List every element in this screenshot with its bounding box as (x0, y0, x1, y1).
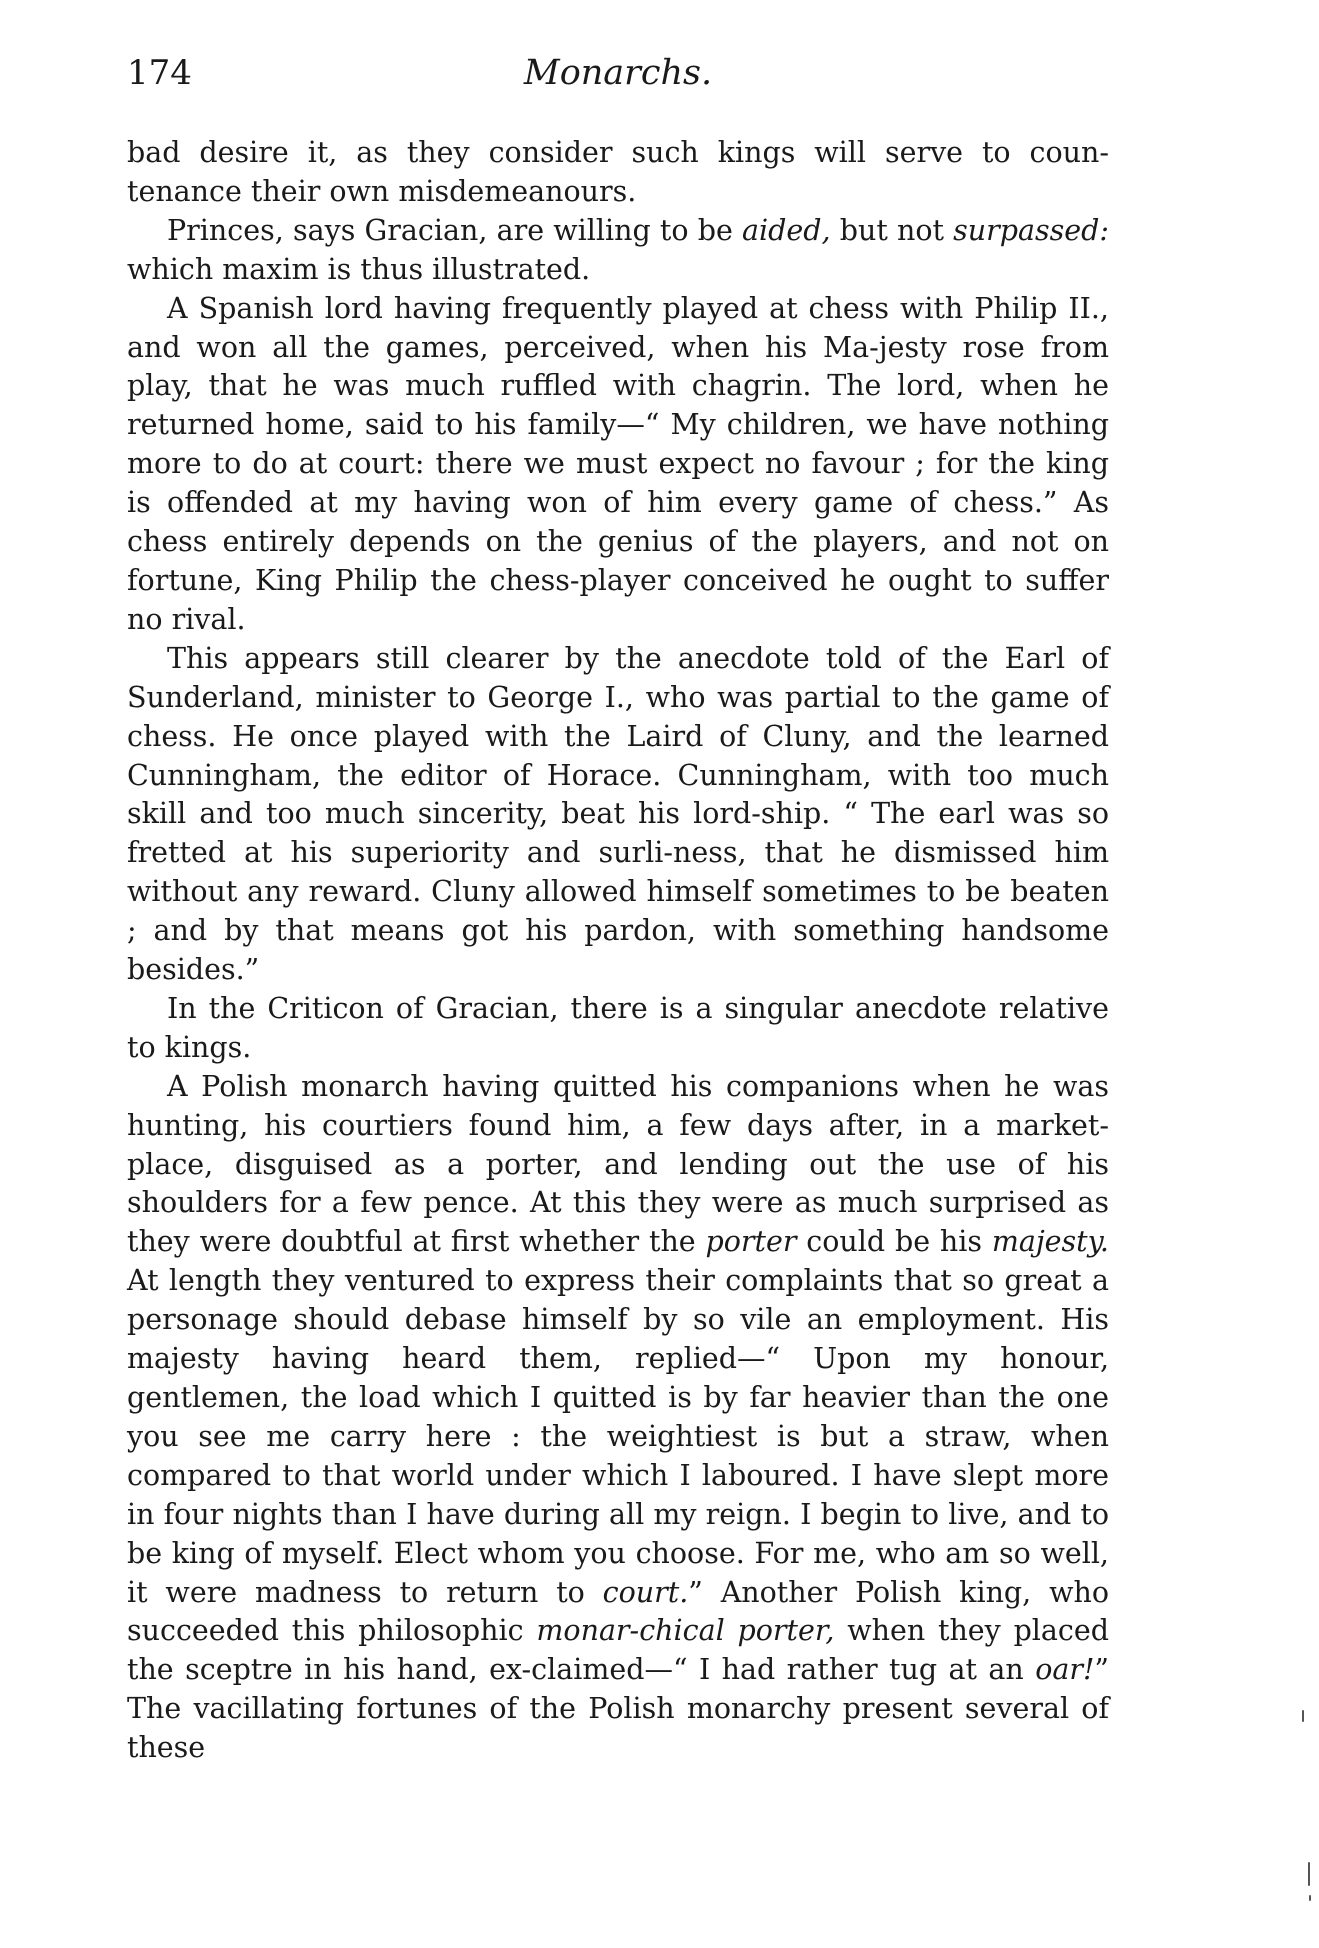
text-run: A Spanish lord having frequently played at chess with Philip II., and won all the games, perceived, when his Ma-jesty rose from play, that he was much ruffled with chagrin. The lord, when he returned home, said to his family—“ My children, we have nothing more to do at court: there we must expect no favour ; for the king is offended at my having won of him every game of chess.” As chess entirely depends on the genius of the players, and not on fortune, King Philip the chess-player conceived he ought to suffer no rival. (127, 291, 1109, 636)
text-run: A Polish monarch having quitted his companions when he was hunting, his courtiers found him, a few days after, in a market-place, disguised as a porter, and lending out the use of his shoulders for a few pence. At this they were as much surprised as they were doubtful at first whether the (127, 1069, 1109, 1259)
text-run: when they placed the sceptre in his hand, ex-claimed—“ I had rather tug at an (127, 1614, 1109, 1687)
paragraph-criticon (127, 990, 1109, 1068)
paragraph-earl-of-sunderland (127, 640, 1109, 990)
italic-run: monar-chical porter, (536, 1614, 835, 1648)
paragraph-continuation (127, 134, 1109, 212)
text-run: which maxim is thus illustrated. (127, 252, 591, 286)
page-number: 174 (127, 53, 192, 93)
italic-run: porter (705, 1225, 797, 1259)
paragraph-gracian-maxim (127, 212, 1109, 290)
italic-run: aided, (742, 213, 831, 247)
text-run: In the Criticon of Gracian, there is a singular anecdote relative to kings. (127, 991, 1109, 1064)
paragraph-polish-monarch (127, 1068, 1109, 1768)
paragraph-spanish-lord (127, 290, 1109, 640)
running-title: Monarchs. (523, 53, 713, 93)
italic-run: majesty. (991, 1225, 1109, 1259)
italic-run: oar! (1035, 1653, 1095, 1687)
italic-run: surpassed: (953, 213, 1109, 247)
text-run: could be his (796, 1225, 992, 1259)
text-run: ” Another Polish king, who succeeded this philosophic (127, 1575, 1109, 1648)
text-run: ” The vacillating fortunes of the Polish monarchy present several of these (127, 1653, 1109, 1765)
text-run: Princes, says Gracian, are willing to be (167, 213, 743, 247)
text-run: This appears still clearer by the anecdote told of the Earl of Sunderland, minister to George I., who was partial to the game of chess. He once played with the Laird of Cluny, and the learned Cunningham, the editor of Horace. Cunningham, with too much skill and too much sincerity, beat his lord-ship. “ The earl was so fretted at his superiority and surli-ness, that he dismissed him without any reward. Cluny allowed himself sometimes to be beaten ; and by that means got his pardon, with something handsome besides.” (127, 641, 1109, 987)
body-text (127, 134, 1109, 1768)
text-run: At length they ventured to express their complaints that so great a personage should debase himself by so vile an employment. His majesty having heard them, replied—“ Upon my honour, gentlemen, the load which I quitted is by far heavier than the one you see me carry here : the weightiest is but a straw, when compared to that world under which I laboured. I have slept more in four nights than I have during all my reign. I begin to live, and to be king of myself. Elect whom you choose. For me, who am so well, it were madness to return to (127, 1264, 1109, 1609)
scan-speck (1302, 1710, 1304, 1722)
italic-run: court. (602, 1575, 689, 1609)
text-run: but not (830, 213, 954, 247)
page-header (127, 48, 1109, 98)
scan-speck (1309, 1895, 1311, 1901)
text-run: bad desire it, as they consider such kings will serve to coun-tenance their own misdemeanours. (127, 136, 1109, 208)
scan-speck (1308, 1862, 1310, 1886)
